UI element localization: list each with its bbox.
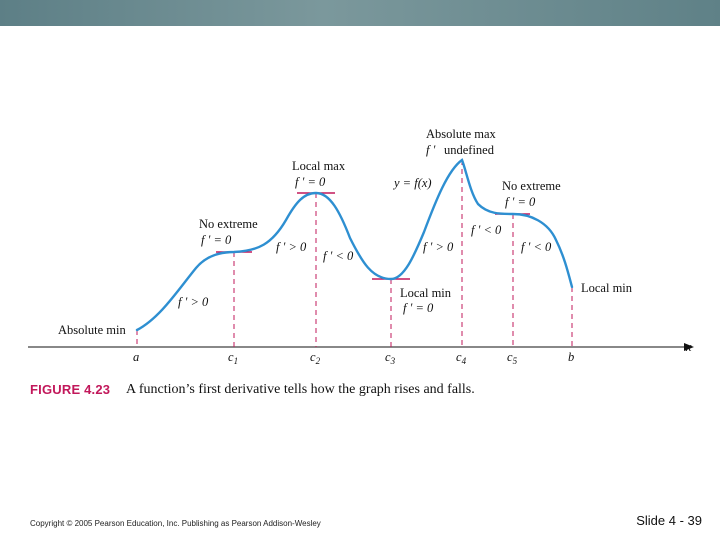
- local-min-1-deriv: f ′ = 0: [403, 301, 434, 315]
- tick-b: b: [568, 350, 575, 364]
- tick-a: a: [133, 350, 140, 364]
- figure-caption: A function’s first derivative tells how the graph rises and falls.: [126, 382, 475, 397]
- deriv-pos-2: f ′ > 0: [276, 240, 307, 254]
- no-extreme-1-deriv: f ′ = 0: [201, 233, 232, 247]
- tick-c4: $c_4$: [456, 350, 467, 366]
- deriv-neg-2: f ′ < 0: [471, 223, 502, 237]
- figure-label: FIGURE 4.23: [30, 382, 111, 397]
- absolute-max-undefined: undefined: [444, 143, 494, 157]
- no-extreme-2-label: No extreme: [502, 179, 561, 193]
- tick-c1: $c_1$: [228, 350, 239, 366]
- x-tick-labels: [133, 350, 574, 366]
- absolute-max-deriv: f ′: [426, 143, 436, 157]
- local-max-deriv: f ′ = 0: [295, 175, 326, 189]
- tick-c2: $c_2$: [310, 350, 321, 366]
- deriv-neg-3: f ′ < 0: [521, 240, 552, 254]
- curve-label: y = f(x): [394, 176, 432, 190]
- local-min-2-label: Local min: [581, 281, 633, 295]
- deriv-pos-1: f ′ > 0: [178, 295, 209, 309]
- local-max-label: Local max: [292, 159, 346, 173]
- x-axis-label: x: [686, 340, 692, 354]
- no-extreme-1-label: No extreme: [199, 217, 258, 231]
- slide-number: Slide 4 - 39: [636, 513, 702, 528]
- tick-c5: $c_5$: [507, 350, 518, 366]
- local-min-1-label: Local min: [400, 286, 452, 300]
- copyright-notice: Copyright © 2005 Pearson Education, Inc. Publishing as Pearson Addison-Wesley: [30, 519, 321, 528]
- tick-c3: $c_3$: [385, 350, 396, 366]
- absolute-max-label: Absolute max: [426, 127, 496, 141]
- absolute-min-label: Absolute min: [58, 323, 126, 337]
- deriv-pos-3: f ′ > 0: [423, 240, 454, 254]
- no-extreme-2-deriv: f ′ = 0: [505, 195, 536, 209]
- deriv-neg-1: f ′ < 0: [323, 249, 354, 263]
